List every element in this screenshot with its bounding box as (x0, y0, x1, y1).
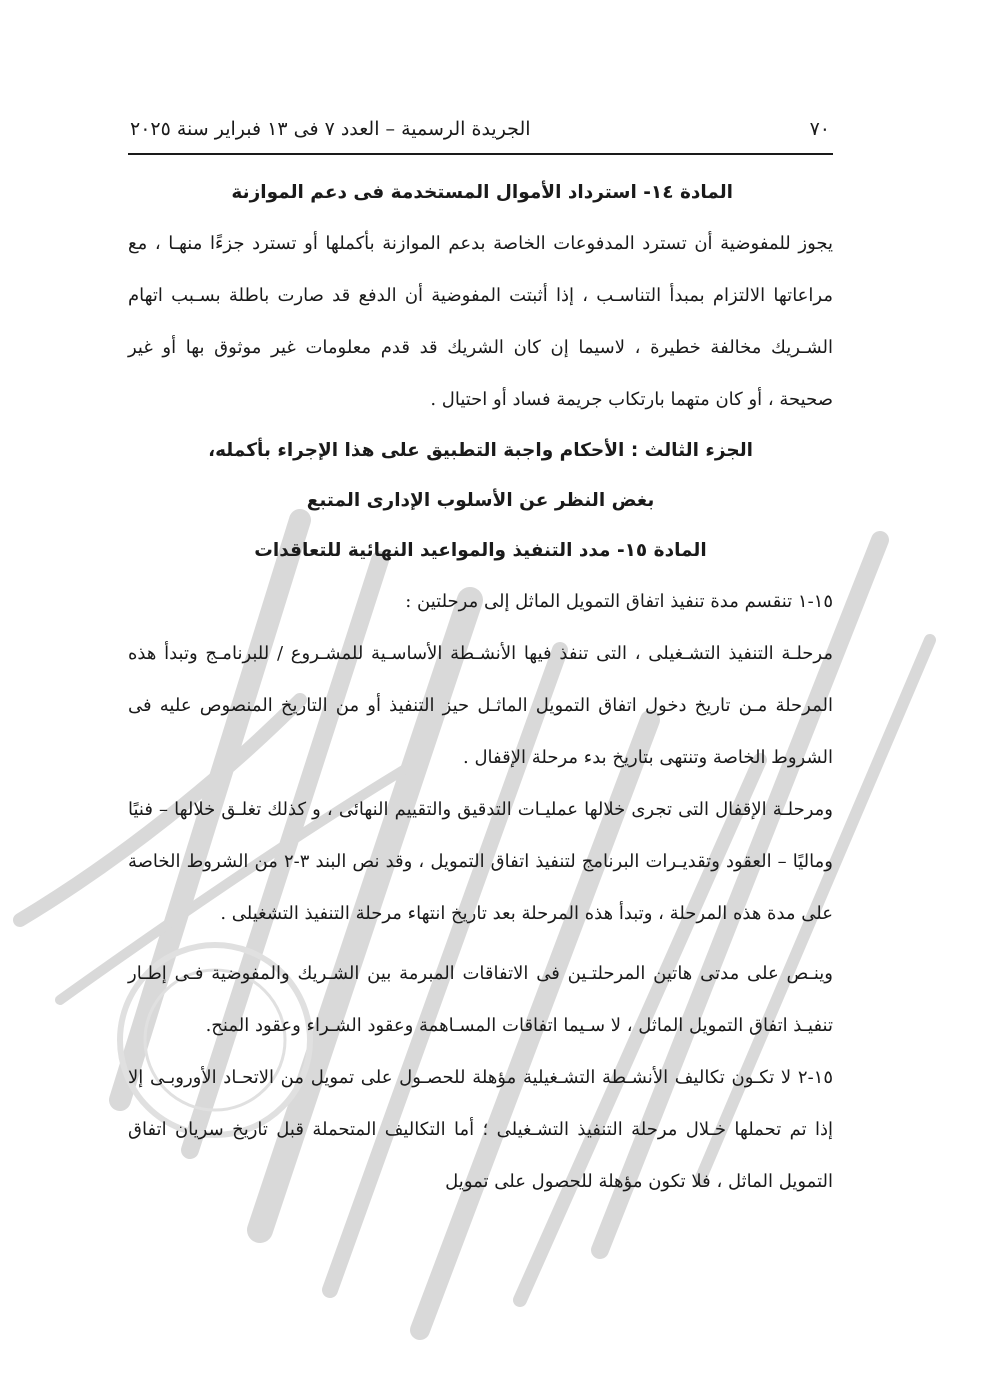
article-14-heading: المادة ١٤- استرداد الأموال المستخدمة فى دعم الموازنة (231, 182, 733, 203)
document-body (128, 168, 833, 1208)
part-3-heading-line-2: بغض النظر عن الأسلوب الإدارى المتبع (306, 490, 655, 511)
article-15-paragraph-2: مرحلـة التنفيذ التشـغيلى ، التى تنفذ فيها الأنشـطة الأساسـية للمشـروع / للبرنامـج وتبدأ هذه المرحلة مـن تاريخ دخول اتفاق التمويل الماثـل حيز التنفيذ أو من التاريخ المنصوص عليه فى الشروط الخاصة وتنتهى بتاريخ بدء مرحلة الإقفال . (128, 643, 833, 768)
article-15-heading: المادة ١٥- مدد التنفيذ والمواعيد النهائية للتعاقدات (254, 540, 707, 561)
page-header (130, 112, 830, 146)
part-3-heading-line-1: الجزء الثالث : الأحكام واجبة التطبيق على هذا الإجراء بأكمله، (208, 440, 753, 461)
article-15-paragraph-1: ١٥-١ تنقسم مدة تنفيذ اتفاق التمويل الماثل إلى مرحلتين : (405, 591, 833, 612)
header-divider (128, 153, 833, 155)
article-14-paragraph: يجوز للمفوضية أن تسترد المدفوعات الخاصة بدعم الموازنة بأكملها أو تسترد جزءًا منهـا ، مع مراعاتها الالتزام بمبدأ التناسـب ، إذا أثبتت المفوضية أن الدفع قد صارت باطلة بسـبب اتهام الشـريك مخالفة خطيرة ، لاسيما إن كان الشريك قد قدم معلومات غير موثوق بها أو غير صحيحة ، أو كان متهما بارتكاب جريمة فساد أو احتيال . (128, 233, 833, 410)
article-15-paragraph-5: ١٥-٢ لا تكـون تكاليف الأنشـطة التشـغيلية مؤهلة للحصـول على تمويل من الاتحـاد الأوروبـى إلا إذا تم تحملها خـلال مرحلة التنفيذ التشـغيلى ؛ أما التكاليف المتحملة قبل تاريخ سريان اتفاق التمويل الماثل ، فلا تكون مؤهلة للحصول على تمويل (128, 1067, 834, 1192)
article-15-paragraph-3: ومرحلـة الإقفال التى تجرى خلالها عمليـات التدقيق والتقييم النهائى ، و كذلك تغلـق خلالها – فنيًا وماليًا – العقود وتقديـرات البرنامج لتنفيذ اتفاق التمويل ، وقد نص البند ٣-٢ من الشروط الخاصة على مدة هذه المرحلة ، وتبدأ هذه المرحلة بعد تاريخ انتهاء مرحلة التنفيذ التشغيلى . (128, 799, 833, 924)
page-number: ٧٠ (809, 118, 830, 140)
article-15-paragraph-4: وينـص على مدتى هاتين المرحلتـين فى الاتفاقات المبرمة بين الشـريك والمفوضية فـى إطـار تنفيـذ اتفاق التمويل الماثل ، لا سـيما اتفاقات المسـاهمة وعقود الشـراء وعقود المنح. (128, 963, 833, 1036)
header-title: الجريدة الرسمية – العدد ٧ فى ١٣ فبراير سنة ٢٠٢٥ (130, 118, 531, 140)
